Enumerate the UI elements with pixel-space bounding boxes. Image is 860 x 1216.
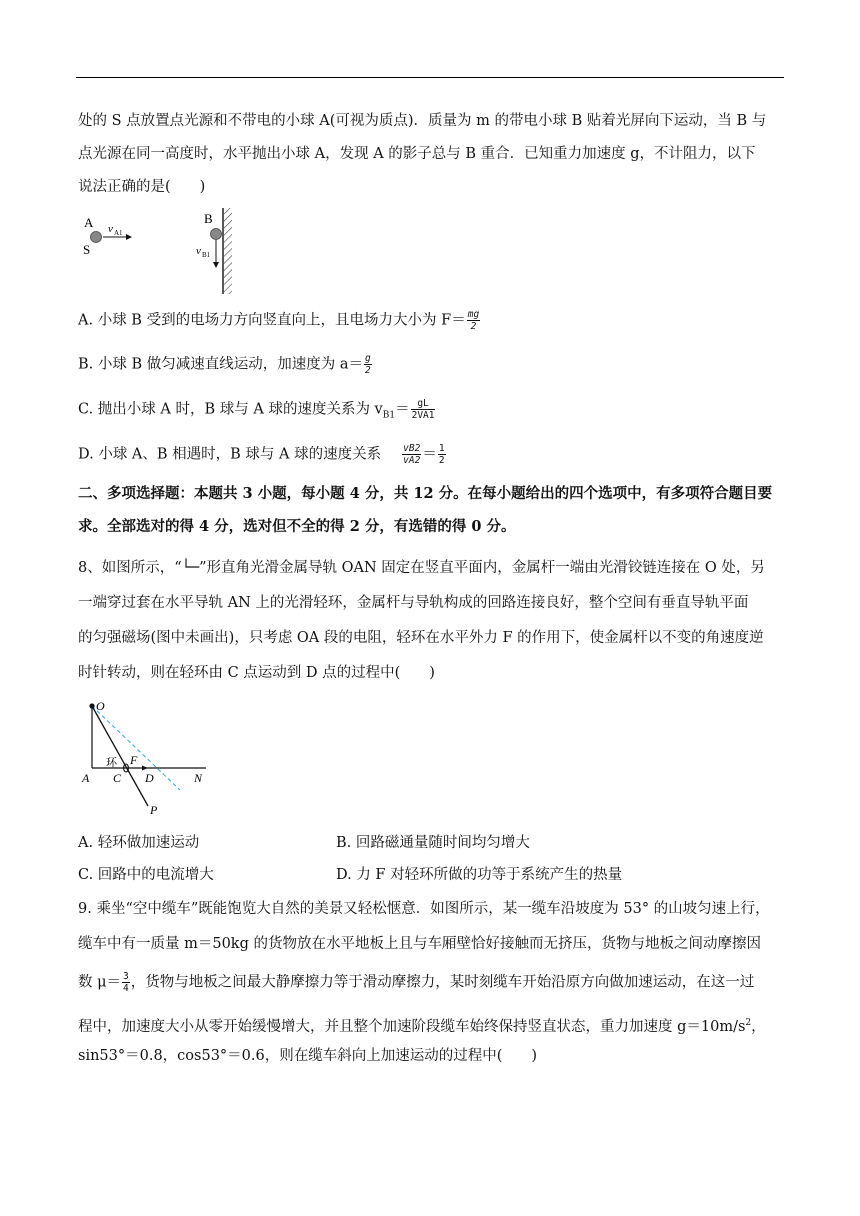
q8-option-d: D. 力 F 对轻环所做的功等于系统产生的热量 [336, 867, 623, 883]
q9-stem-line-1: 9. 乘坐“空中缆车”既能饱览大自然的美景又轻松惬意．如图所示，某一缆车沿坡度为 53° 的山坡匀速上行， [78, 901, 770, 917]
q8-option-c: C. 回路中的电流增大 [78, 867, 214, 883]
q7-label-vb: v [196, 245, 201, 257]
q7-option-d-fraction-2 [438, 443, 446, 466]
fraction-numerator: mg [467, 309, 480, 320]
q9-line-3-pre: 数 μ＝ [78, 974, 122, 991]
equals-sign: ＝ [395, 401, 410, 418]
q7-option-c [78, 398, 436, 426]
q8-figure [78, 696, 218, 822]
q7-label-vb-sub: B1 [202, 251, 211, 259]
hinge-o [89, 703, 94, 708]
header-rule [76, 77, 784, 78]
q9-stem-line-5: sin53°＝0.8，cos53°＝0.6，则在缆车斜向上加速运动的过程中( ) [78, 1048, 538, 1064]
q8-label-p: P [150, 803, 158, 817]
ball-a [91, 232, 102, 243]
screen-hatching [224, 208, 232, 294]
q8-stem-line-4: 时针转动，则在轻环由 C 点运动到 D 点的过程中( ) [78, 665, 435, 681]
q8-label-o: O [96, 699, 105, 713]
q9-stem-line-3 [78, 971, 754, 994]
q7-stem-line-2: 点光源在同一高度时，水平抛出小球 A，发现 A 的影子总与 B 重合．已知重力加速度 g，不计阻力，以下 [78, 146, 756, 162]
fraction-denominator: 2 [365, 365, 371, 376]
q8-stem-line-3: 的匀强磁场(图中未画出)，只考虑 OA 段的电阻，轻环在水平外力 F 的作用下，使金属杆以不变的角速度逆 [78, 630, 764, 646]
q9-stem-line-4 [78, 1012, 766, 1038]
q8-label-n: N [194, 771, 203, 785]
q7-option-d [78, 443, 447, 466]
q7-option-a [78, 309, 481, 332]
q7-option-a-fraction [467, 309, 480, 332]
q7-label-va-sub: A1 [114, 229, 123, 237]
q7-option-d-fraction-1 [402, 443, 421, 466]
q7-label-b: B [204, 211, 213, 226]
q9-mu-fraction [122, 971, 130, 994]
section2-heading-line-1: 二、多项选择题：本题共 3 小题，每小题 4 分，共 12 分。在每小题给出的四个选项中，有多项符合题目要 [78, 485, 773, 502]
q8-option-a: A. 轻环做加速运动 [78, 835, 200, 851]
q8-label-f: F [130, 753, 138, 767]
fraction-denominator: vA2 [403, 455, 421, 466]
q7-figure [78, 204, 248, 296]
fraction-numerator: 3 [123, 971, 129, 982]
q7-option-d-text: D. 小球 A、B 相遇时，B 球与 A 球的速度关系 [78, 446, 382, 463]
q9-unit-superscript: 2 [745, 1018, 752, 1028]
q8-label-ring: 环 [106, 757, 117, 769]
q7-label-a: A [84, 215, 94, 230]
fraction-numerator: gL [411, 398, 436, 410]
fraction-numerator: g [365, 353, 371, 364]
equals-sign: ＝ [422, 446, 437, 463]
fraction-denominator: 2 [470, 321, 477, 332]
q7-option-b [78, 353, 373, 376]
q8-stem-line-2: 一端穿过套在水平导轨 AN 上的光滑轻环，金属杆与导轨构成的回路连接良好，整个空间有垂直导轨平面 [78, 595, 749, 611]
q8-stem-line-1: 8、如图所示，“└─”形直角光滑金属导轨 OAN 固定在竖直平面内，金属杆一端由光滑铰链连接在 O 处，另 [78, 560, 765, 576]
q8-label-d: D [145, 771, 154, 785]
q9-stem-line-2: 缆车中有一质量 m＝50kg 的货物放在水平地板上且与车厢壁恰好接触而无挤压，货物与地板之间动摩擦因 [78, 936, 761, 952]
q7-label-s: S [83, 242, 91, 257]
arrowhead-b [213, 262, 219, 268]
q7-option-b-text: B. 小球 B 做匀减速直线运动，加速度为 a＝ [78, 356, 363, 373]
q7-stem-line-1: 处的 S 点放置点光源和不带电的小球 A(可视为质点)．质量为 m 的带电小球 B 贴着光屏向下运动，当 B 与 [78, 113, 767, 129]
q7-stem-line-3: 说法正确的是( ) [78, 179, 206, 195]
q7-option-a-text: A. 小球 B 受到的电场力方向竖直向上，且电场力大小为 F＝ [78, 312, 466, 329]
q8-label-c: C [113, 771, 122, 785]
section2-heading-line-2: 求。全部选对的得 4 分，选对但不全的得 2 分，有选错的得 0 分。 [78, 518, 516, 535]
arrowhead-a [126, 234, 132, 240]
q7-option-b-fraction [364, 353, 372, 376]
q9-line-4-pre: 程中，加速度大小从零开始缓慢增大，并且整个加速阶段缆车始终保持竖直状态，重力加速度 g＝10m/s [78, 1018, 746, 1035]
ball-b [211, 229, 222, 240]
fraction-denominator: 2VA1 [411, 410, 435, 421]
q9-line-4-post: ， [751, 1018, 766, 1035]
q7-option-c-text: C. 抛出小球 A 时，B 球与 A 球的速度关系为 v [78, 401, 383, 418]
fraction-denominator: 2 [438, 455, 445, 466]
q7-option-c-sub: B1 [382, 410, 396, 421]
q7-option-c-fraction [411, 398, 436, 421]
fraction-denominator: 4 [123, 983, 129, 994]
fraction-numerator: vB2 [403, 443, 421, 454]
q8-option-b: B. 回路磁通量随时间均匀增大 [336, 835, 530, 851]
q7-label-va: v [108, 223, 113, 235]
q8-label-a: A [82, 771, 90, 785]
dashed-rod-position [92, 706, 180, 790]
metal-rod [92, 706, 148, 806]
fraction-numerator: 1 [438, 443, 445, 454]
force-arrowhead [142, 766, 148, 771]
q9-line-3-post: ，货物与地板之间最大静摩擦力等于滑动摩擦力，某时刻缆车开始沿原方向做加速运动，在这一过 [130, 974, 755, 991]
